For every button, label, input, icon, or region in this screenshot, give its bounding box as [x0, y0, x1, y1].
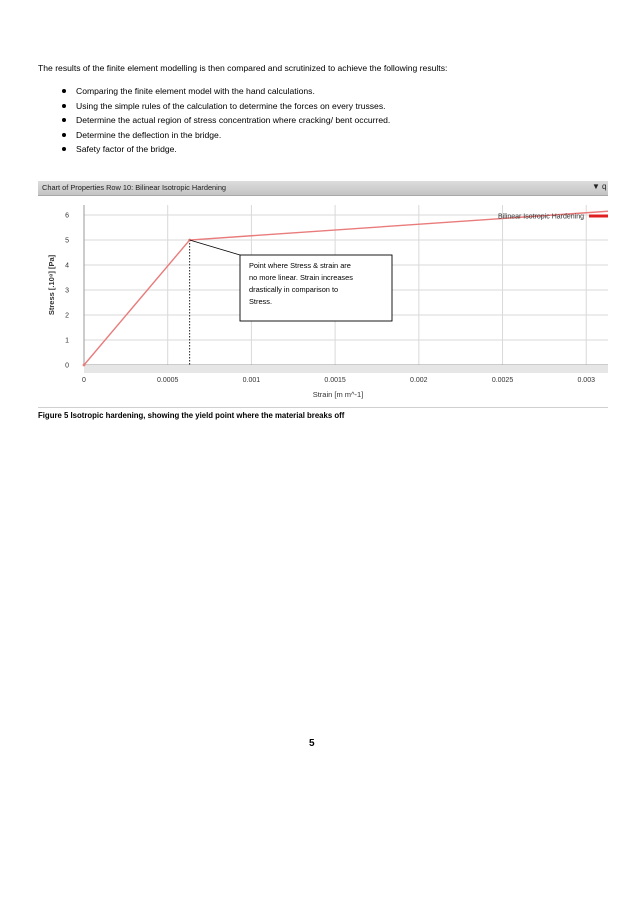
list-item-text: Determine the actual region of stress concentration where cracking/ bent occurred. — [76, 115, 391, 126]
y-tick-label: 0 — [65, 362, 69, 370]
list-item — [38, 113, 608, 128]
x-tick-label: 0.0015 — [324, 377, 346, 384]
list-item-text: Determine the deflection in the bridge. — [76, 129, 222, 140]
data-point — [83, 364, 86, 367]
annotation-text-line: Point where Stress & strain are — [249, 261, 351, 270]
figure-caption: Figure 5 Isotropic hardening, showing the yield point where the material breaks off — [38, 411, 345, 420]
list-item-text: Using the simple rules of the calculation to determine the forces on every trusses. — [76, 100, 386, 111]
x-tick-label: 0.0005 — [156, 377, 179, 384]
annotation-pointer — [190, 240, 240, 255]
intro-paragraph: The results of the finite element modelling is then compared and scrutinized to achieve the following results: — [38, 63, 448, 73]
chart-title: Chart of Properties Row 10: Bilinear Isotropic Hardening — [42, 183, 227, 192]
bullet-icon — [62, 133, 66, 137]
y-tick-label: 2 — [65, 312, 69, 320]
bullet-icon — [62, 89, 66, 93]
chart-area — [38, 181, 608, 407]
list-item-text: Comparing the finite element model with the hand calculations. — [76, 86, 315, 96]
x-tick-label: 0.002 — [410, 377, 428, 384]
list-item-text: Safety factor of the bridge. — [76, 144, 177, 155]
pin-icon[interactable]: q — [602, 182, 607, 191]
page-number: 5 — [309, 738, 315, 749]
y-tick-label: 1 — [65, 337, 69, 345]
chevron-down-icon[interactable]: ▼ — [592, 182, 600, 191]
bullet-icon — [62, 147, 66, 151]
list-item — [38, 128, 608, 143]
y-tick-label: 6 — [65, 212, 69, 220]
legend-label: Bilinear Isotropic Hardening — [498, 213, 584, 221]
annotation-text-line: no more linear. Strain increases — [249, 273, 353, 282]
annotation-text-line: Stress. — [249, 297, 272, 306]
results-list — [38, 84, 608, 157]
x-axis-label: Strain [m m^-1] — [312, 390, 364, 399]
x-tick-label: 0.0025 — [491, 377, 514, 384]
list-item — [38, 99, 608, 114]
x-tick-label: 0 — [82, 377, 86, 384]
y-tick-label: 5 — [65, 237, 69, 245]
x-axis-band — [84, 365, 608, 373]
chart-panel — [38, 181, 608, 408]
y-tick-label: 3 — [65, 287, 69, 295]
x-tick-label: 0.003 — [577, 377, 596, 384]
bullet-icon — [62, 118, 66, 122]
bullet-icon — [62, 104, 66, 108]
list-item — [38, 84, 608, 99]
annotation-text-line: drastically in comparison to — [249, 285, 339, 294]
x-tick-label: 0.001 — [242, 377, 261, 384]
list-item — [38, 142, 608, 157]
y-axis-label: Stress [.10⁸] [Pa] — [47, 254, 56, 316]
y-tick-label: 4 — [65, 262, 69, 270]
